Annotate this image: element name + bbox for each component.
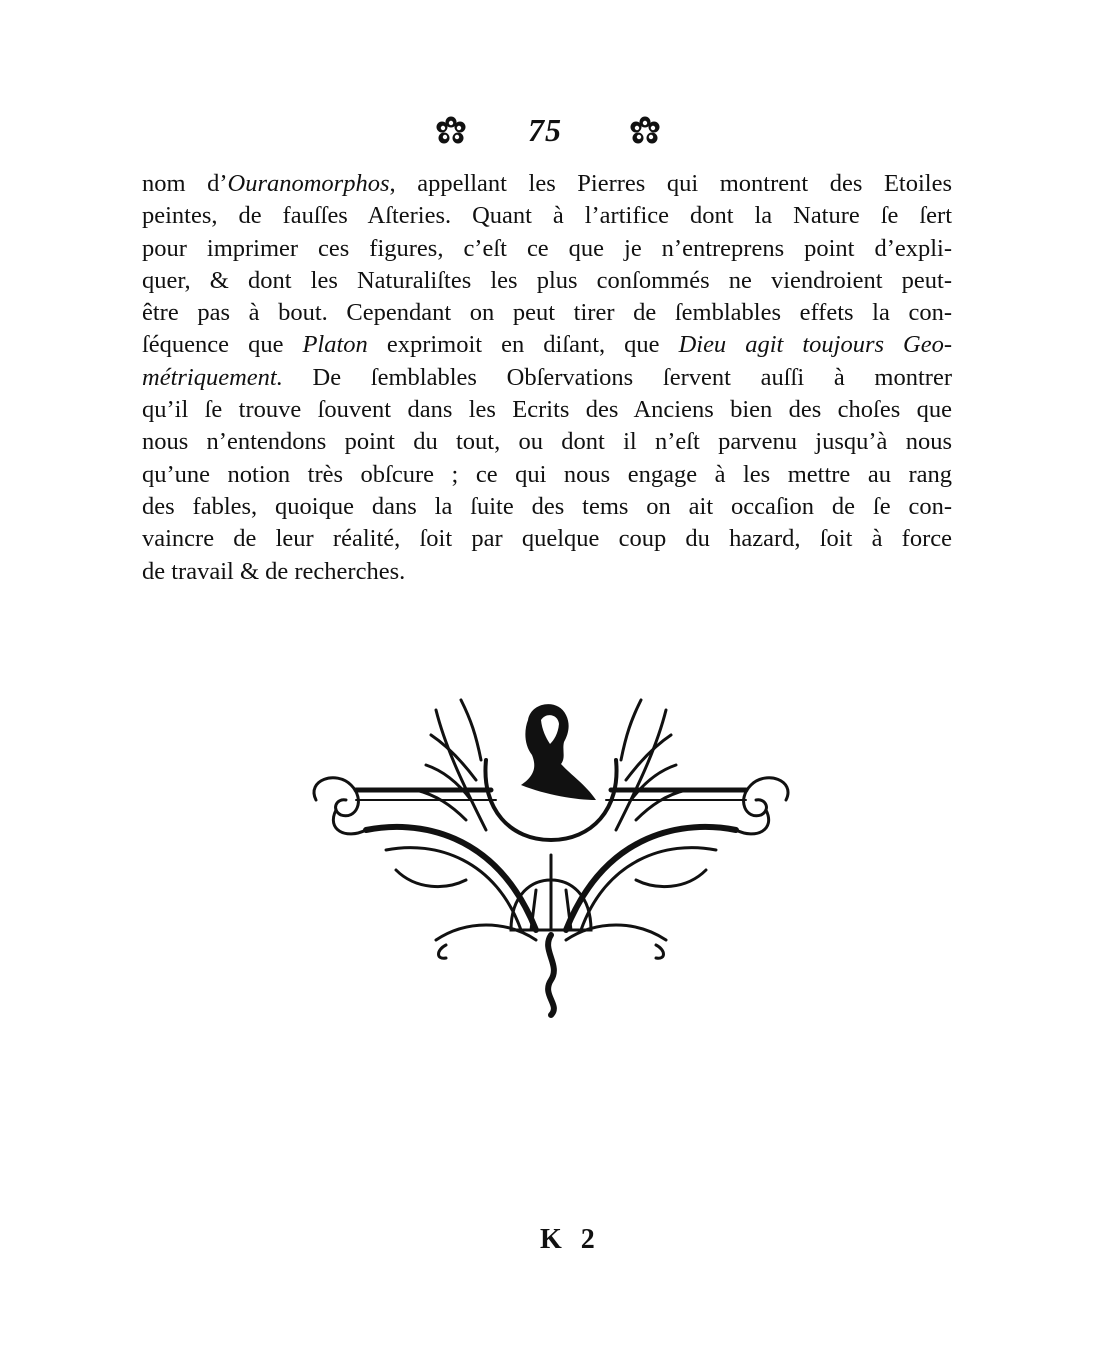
- text-line: peintes, de fauſſes Aſteries. Quant à l’artifice dont la Nature ſe ſert: [142, 202, 952, 230]
- text-line: métriquement. De ſemblables Obſervations ſervent auſſi à montrer: [142, 363, 952, 391]
- text-line: être pas à bout. Cependant on peut tirer de ſemblables effets la con-: [142, 299, 952, 327]
- text-line: vaincre de leur réalité, ſoit par quelque coup du hazard, ſoit à force: [142, 525, 952, 553]
- engraved-vignette-icon: [296, 690, 806, 1020]
- text-line: nous n’entendons point du tout, ou dont il n’eſt parvenu jusqu’à nous: [142, 428, 952, 456]
- fleuron-icon: [434, 114, 468, 148]
- text-line: qu’il ſe trouve ſouvent dans les Ecrits des Anciens bien des choſes que: [142, 396, 952, 424]
- body-paragraph: [142, 168, 952, 588]
- page-number: 75: [528, 112, 562, 148]
- fleuron-icon: [628, 114, 662, 148]
- signature-mark: K 2: [540, 1224, 601, 1255]
- text-line: qu’une notion très obſcure ; ce qui nous engage à les mettre au rang: [142, 460, 952, 488]
- text-line: nom d’Ouranomorphos, appellant les Pierres qui montrent des Etoiles: [142, 170, 952, 197]
- text-line: quer, & dont les Naturaliſtes les plus conſommés ne viendroient peut-: [142, 266, 952, 294]
- text-line: ſéquence que Platon exprimoit en diſant, que Dieu agit toujours Geo-: [142, 331, 952, 359]
- text-line: de travail & de recherches.: [142, 557, 406, 585]
- text-line: pour imprimer ces figures, c’eſt ce que je n’entreprens point d’expli-: [142, 234, 952, 262]
- page-header: [0, 112, 1100, 152]
- text-line: des fables, quoique dans la ſuite des tems on ait occaſion de ſe con-: [142, 492, 952, 520]
